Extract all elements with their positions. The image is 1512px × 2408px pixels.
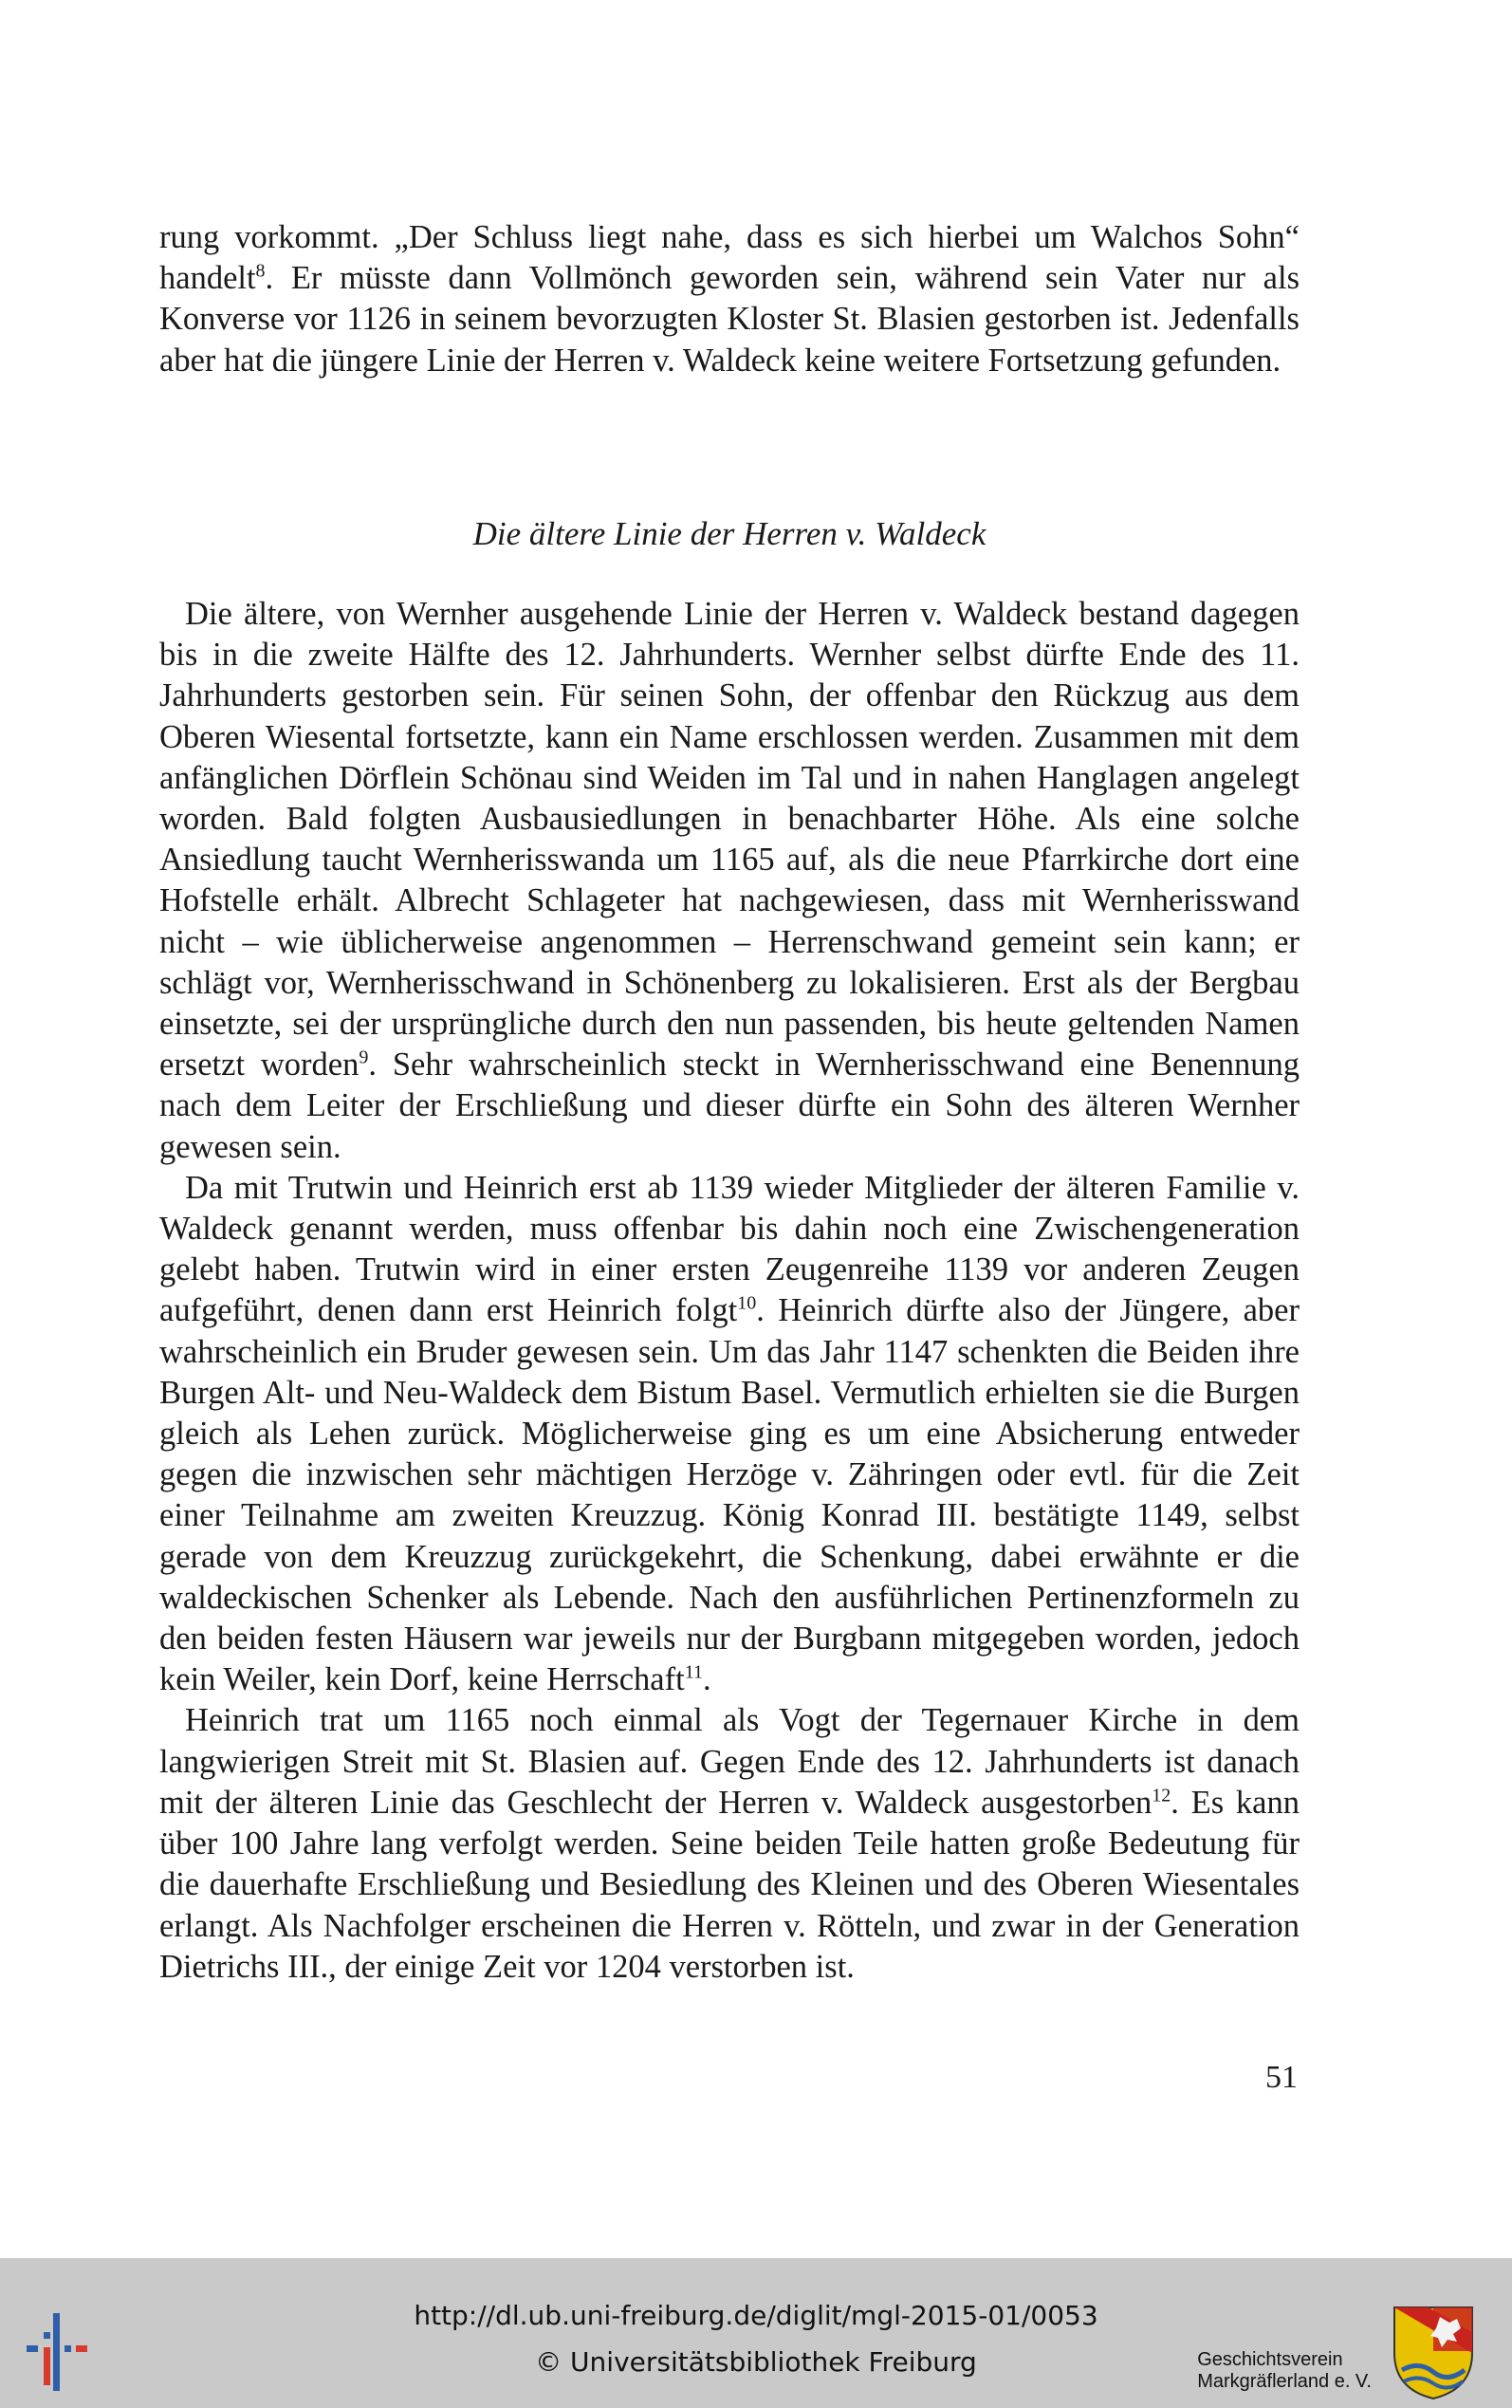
text-run: . Er müsste dann Vollmönch geworden sein, während sein Vater nur als Konverse vor 1126 in seinem bevorzugten Kloster St. Blasien gestorben ist. Jedenfalls aber hat die jüngere Linie der Herren v. Waldeck keine weitere Fortsetzung gefunden. — [159, 260, 1300, 379]
society-line: Markgräflerland e. V. — [1197, 2371, 1372, 2392]
footnote-ref[interactable]: 10 — [737, 1292, 757, 1314]
society-name — [1197, 2349, 1372, 2393]
footnote-ref[interactable]: 12 — [1152, 1785, 1171, 1806]
footer-bar — [0, 2258, 1512, 2408]
text-run: Heinrich trat um 1165 noch einmal als Vogt der Tegernauer Kirche in dem langwierigen Streit mit St. Blasien auf. Gegen Ende des 12. Jahrhunderts ist danach mit der älteren Linie das Geschlecht der Herren v. Waldeck ausgestorben — [159, 1702, 1300, 1821]
paragraph — [159, 1168, 1300, 1701]
text-run: . — [702, 1661, 711, 1698]
paragraph — [159, 594, 1300, 1168]
society-line: Geschichtsverein — [1197, 2349, 1343, 2370]
text-run: . Heinrich dürfte also der Jüngere, aber wahrscheinlich ein Bruder gewesen sein. Um das Jahr 1147 schenkten die Beiden ihre Burgen Alt- und Neu-Waldeck dem Bistum Basel. Vermutlich erhielten sie die Burgen gleich als Lehen zurück. Möglicherweise ging es um eine Absicherung entweder gegen die inzwischen sehr mächtigen Herzöge v. Zähringen oder evtl. für die Zeit einer Teilnahme am zweiten Kreuzzug. König Konrad III. bestätigte 1149, selbst gerade von dem Kreuzzug zurückgekehrt, die Schenkung, dabei erwähnte er die waldeckischen Schenker als Lebende. Nach den ausführlichen Pertinenzformeln zu den beiden festen Häusern war jeweils nur der Burgbann mitgegeben worden, jedoch kein Weiler, kein Dorf, keine Herrschaft — [159, 1292, 1300, 1698]
source-url-link[interactable]: http://dl.ub.uni-freiburg.de/diglit/mgl-2015-01/0053 — [414, 2300, 1098, 2331]
section-body — [159, 594, 1300, 1988]
footnote-ref[interactable]: 9 — [359, 1047, 369, 1068]
copyright-text: © Universitätsbibliothek Freiburg — [535, 2346, 977, 2378]
text-run: Da mit Trutwin und Heinrich erst ab 1139 wieder Mitglieder der älteren Familie v. Waldeck genannt werden, muss offenbar bis dahin noch eine Zwischengeneration gelebt haben. Trutwin wird in einer ersten Zeugenreihe 1139 vor anderen Zeugen aufgeführt, denen dann erst Heinrich folgt — [159, 1169, 1300, 1329]
text-run: . Sehr wahrscheinlich steckt in Wernherisschwand eine Benennung nach dem Leiter der Erschließung und dieser dürfte ein Sohn des älteren Wernher gewesen sein. — [159, 1047, 1300, 1165]
footnote-ref[interactable]: 8 — [255, 260, 266, 282]
paragraph-top — [159, 217, 1300, 381]
footnote-ref[interactable]: 11 — [684, 1661, 703, 1683]
text-run: rung vorkommt. „Der Schluss liegt nahe, dass es sich hierbei um Walchos Sohn“ handelt — [159, 219, 1300, 297]
page-number: 51 — [1265, 2060, 1298, 2095]
text-run: . Es kann über 100 Jahre lang verfolgt werden. Seine beiden Teile hatten große Bedeutung für die dauerhafte Erschließung und Besiedlung des Kleinen und des Oberen Wiesentales erlangt. Als Nachfolger erscheinen die Herren v. Rötteln, und zwar in der Generation Dietrichs III., der einige Zeit vor 1204 verstorben ist. — [159, 1784, 1300, 1985]
section-heading: Die ältere Linie der Herren v. Waldeck — [472, 515, 986, 552]
paragraph — [159, 217, 1300, 381]
text-run: Die ältere, von Wernher ausgehende Linie der Herren v. Waldeck bestand dagegen bis in die zweite Hälfte des 12. Jahrhunderts. Wernher selbst dürfte Ende des 11. Jahrhunderts gestorben sein. Für seinen Sohn, der offenbar den Rückzug aus dem Oberen Wiesental fortsetzte, kann ein Name erschlossen werden. Zusammen mit dem anfänglichen Dörflein Schönau sind Weiden im Tal und in nahen Hanglagen angelegt worden. Bald folgten Ausbausiedlungen in benachbarter Höhe. Als eine solche Ansiedlung taucht Wernherisswanda um 1165 auf, als die neue Pfarrkirche dort eine Hofstelle erhält. Albrecht Schlageter hat nachgewiesen, dass mit Wernherisswand nicht – wie üblicherweise angenommen – Herrenschwand gemeint sein kann; er schlägt vor, Wernherisschwand in Schönenberg zu lokalisieren. Erst als der Bergbau einsetzte, sei der ursprüngliche durch den nun passenden, bis heute geltenden Namen ersetzt worden — [159, 596, 1300, 1084]
paragraph — [159, 1700, 1300, 1987]
coat-of-arms-icon[interactable] — [1391, 2304, 1476, 2400]
